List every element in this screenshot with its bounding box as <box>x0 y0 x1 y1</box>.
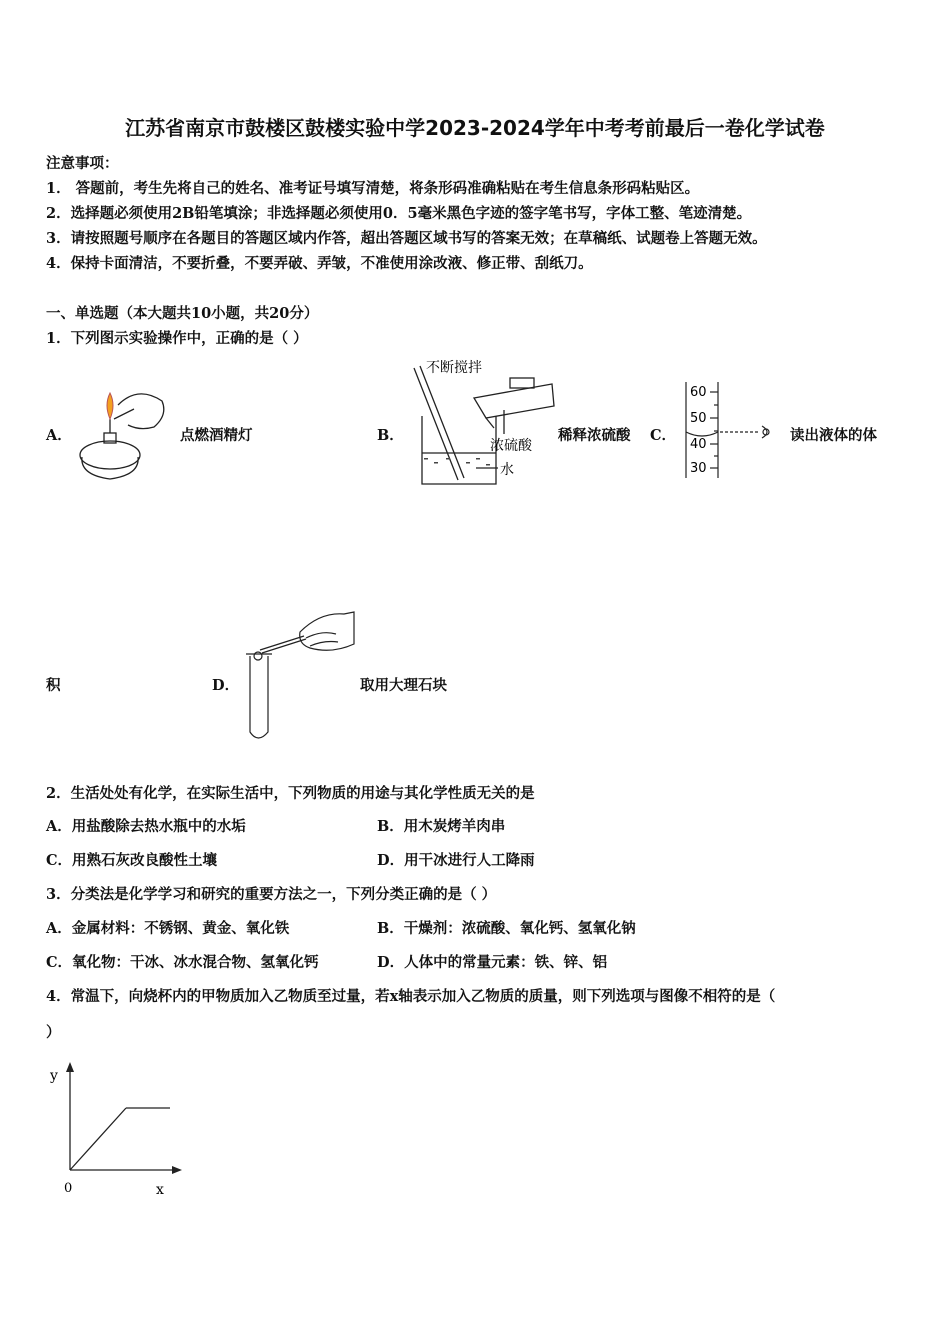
q1-option-c-text: 读出液体的体 <box>790 427 877 444</box>
q3-option-c: C．氧化物：干冰、冰水混合物、氢氧化钙 <box>46 954 319 971</box>
q2-option-d: D．用干冰进行人工降雨 <box>377 852 535 869</box>
q4-graph-y-label: y <box>50 1068 58 1084</box>
notice-item-2: 2．选择题必须使用2B铅笔填涂；非选择题必须使用0．5毫米黑色字迹的签字笔书写，字体工整、笔迹清楚。 <box>46 205 752 222</box>
dilute-acid-figure <box>406 358 556 486</box>
fig-c-tick-50: 50 <box>690 411 707 426</box>
notice-item-4: 4．保持卡面清洁，不要折叠，不要弄破、弄皱，不准使用涂改液、修正带、刮纸刀。 <box>46 255 593 272</box>
q1-option-c-label: C． <box>650 427 677 444</box>
notice-item-3: 3．请按照题号顺序在各题目的答题区域内作答，超出答题区域书写的答案无效；在草稿纸、试题卷上答题无效。 <box>46 230 767 247</box>
q3-option-b: B．干燥剂：浓硫酸、氧化钙、氢氧化钠 <box>377 920 636 937</box>
q2-stem: 2．生活处处有化学，在实际生活中，下列物质的用途与其化学性质无关的是 <box>46 785 535 802</box>
q1-option-d-text: 取用大理石块 <box>360 677 447 694</box>
q4-stem: 4．常温下，向烧杯内的甲物质加入乙物质至过量，若x轴表示加入乙物质的质量，则下列选项与图像不相符的是（ <box>46 988 776 1005</box>
q1-option-d-label: D． <box>212 677 240 694</box>
q2-option-a: A．用盐酸除去热水瓶中的水垢 <box>46 818 246 835</box>
notice-item-1: 1． 答题前，考生先将自己的姓名、准考证号填写清楚，将条形码准确粘贴在考生信息条形码粘贴区。 <box>46 180 700 197</box>
fig-c-tick-30: 30 <box>690 461 707 476</box>
q1-option-b-label: B． <box>377 427 404 444</box>
q1-stem: 1．下列图示实验操作中，正确的是（ ） <box>46 330 308 347</box>
notice-heading: 注意事项： <box>46 155 119 172</box>
q1-option-a-label: A． <box>46 427 72 444</box>
q3-stem: 3．分类法是化学学习和研究的重要方法之一，下列分类正确的是（ ） <box>46 886 497 903</box>
q4-graph-x-label: x <box>156 1182 164 1198</box>
q1-option-b-text: 稀释浓硫酸 <box>558 427 631 444</box>
fig-b-water-label: 水 <box>500 462 514 478</box>
q3-option-a: A．金属材料：不锈钢、黄金、氧化铁 <box>46 920 290 937</box>
q4-graph-origin-label: 0 <box>64 1181 73 1196</box>
alcohol-lamp-figure <box>70 375 175 485</box>
q2-option-c: C．用熟石灰改良酸性土壤 <box>46 852 218 869</box>
q1-option-c-text-cont: 积 <box>46 677 61 694</box>
fig-c-tick-60: 60 <box>690 385 707 400</box>
fig-c-tick-40: 40 <box>690 437 707 452</box>
fig-b-stir-label: 不断搅拌 <box>426 360 482 376</box>
q1-option-a-text: 点燃酒精灯 <box>180 427 253 444</box>
test-tube-figure <box>240 604 360 744</box>
q3-option-d: D．人体中的常量元素：铁、锌、铝 <box>377 954 608 971</box>
q2-option-b: B．用木炭烤羊肉串 <box>377 818 506 835</box>
y-axis-arrow-icon <box>66 1062 74 1072</box>
graduated-cylinder-figure <box>680 380 785 480</box>
q4-stem-cont: ） <box>46 1024 61 1041</box>
x-axis-arrow-icon <box>172 1166 182 1174</box>
page-title: 江苏省南京市鼓楼区鼓楼实验中学2023-2024学年中考考前最后一卷化学试卷 <box>125 116 825 140</box>
fig-b-acid-label: 浓硫酸 <box>490 438 532 454</box>
q4-graph <box>44 1060 189 1200</box>
section-heading: 一、单选题（本大题共10小题，共20分） <box>46 305 319 322</box>
